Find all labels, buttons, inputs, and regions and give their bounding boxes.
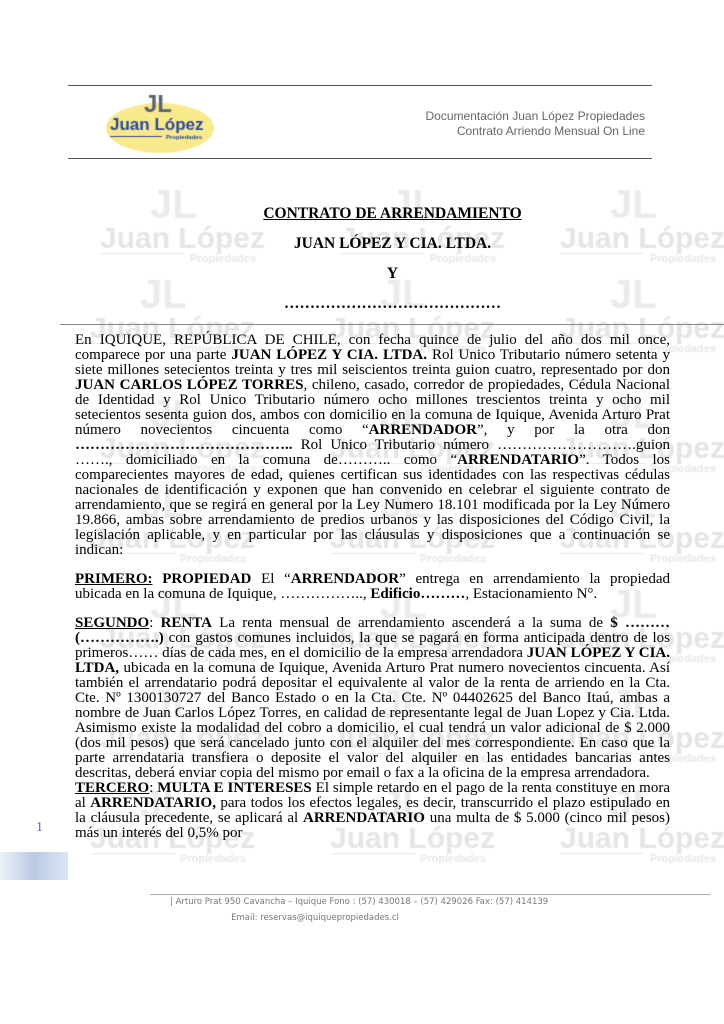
text-segment: Rol Unico Tributario número setenta y siete millones setecientos treinta y tres mil seiscientos treinta guion cuatro, representado por don	[75, 347, 670, 378]
contract-body	[75, 333, 670, 855]
text-segment: El “	[251, 571, 291, 587]
document-title: CONTRATO DE ARRENDAMIENTO	[263, 205, 522, 222]
footer-rule	[150, 894, 710, 895]
text-segment: SEGUNDO	[75, 615, 150, 631]
text-segment: con gastos comunes incluidos, la que se pagará en forma anticipada dentro de los primeros…… días de cada mes, en el domicilio de la empresa arrendadora	[75, 630, 670, 661]
text-segment: MULTA E INTERESES	[157, 780, 312, 796]
clause-paragraph	[75, 616, 670, 781]
margin-decoration	[0, 852, 68, 880]
footer-email: Email: reservas@iquiquepropiedades.cl	[231, 913, 399, 923]
text-segment: JUAN LÓPEZ Y CIA. LTDA,	[75, 645, 670, 676]
text-segment: ”, y por la otra don	[477, 422, 670, 438]
text-segment: una multa de $ 5.000 (cinco mil pesos) más un interés del 0,5% por	[75, 810, 670, 841]
text-segment: Rol Unico Tributario número ……………………….guion ……., domiciliado en la comuna de……….. como “	[75, 437, 670, 468]
header-line-1: Documentación Juan López Propiedades	[425, 109, 645, 123]
text-segment: para todos los efectos legales, es decir, transcurrido el plazo estipulado en la cláusula precedente, se aplicará al	[75, 795, 671, 826]
text-segment: , chileno, casado, corredor de propiedades, Cédula Nacional de Identidad y Rol Unico Tributario número ocho millones trescientos treinta y ocho mil setecientos sesenta guion dos, ambos con domicilio en la comuna de Iquique, Avenida Arturo Prat número novecientos cincuenta como “	[75, 377, 671, 438]
footer-address: | Arturo Prat 950 Cavancha – Iquique Fono : (57) 430018 – (57) 429026 Fax: (57) 414139	[170, 897, 549, 907]
text-segment: ” entrega en arrendamiento la propiedad ubicada en la comuna de Iquique, ……………..,	[75, 571, 670, 602]
text-segment: La renta mensual de arrendamiento ascenderá a la suma de	[211, 615, 611, 631]
text-segment: ARRENDATARIO	[457, 452, 580, 468]
text-segment: En IQUIQUE, REPÚBLICA DE CHILE, con fecha quince de julio del año dos mil once, comparece por una parte	[75, 332, 670, 363]
header-rule-bottom	[68, 158, 652, 159]
clause-paragraph	[75, 781, 670, 841]
text-segment: PRIMERO:	[75, 571, 153, 587]
text-segment: RENTA	[160, 615, 212, 631]
header-line-2: Contrato Arriendo Mensual On Line	[456, 124, 645, 138]
text-segment: ”. Todos los comparecientes mayores de edad, quienes certifican sus identidades con las respectivas cédulas nacionales de identificación y exponen que han convenido en celebrar el siguiente contrato de arrendamiento, que se regirá en general por la Ley Numero 18.101 modificada por la Ley Número 19.866, ambas sobre arrendamiento de predios urbanos y las disposiciones del Código Civil, la legislación aplicable, y en particular por las cláusulas y disposiciones que a continuación se indican:	[75, 452, 670, 558]
text-segment: ubicada en la comuna de Iquique, Avenida Arturo Prat numero novecientos cincuenta. Así también el arrendatario podrá depositar el equivalente al valor de la renta de arriendo en la Cta. Cte. Nº 1300130727 del Banco Estado o en la Cta. Cte. Nº 04402625 del Banco Itaú, ambas a nombre de Juan Carlos López Torres, en calidad de representante legal de Juan Lopez y Cia. Ltda. Asimismo existe la modalidad del cobro a domicilio, el cual tendrá un valor adicional de $ 2.000 (dos mil pesos) que será cancelado junto con el alquiler del mes correspondiente. En caso que la parte arrendataria transfiera o deposite el valor del alquiler en las entidades bancarias antes descritas, deberá enviar copia del mismo por email o fax a la oficina de la empresa arrendadora.	[75, 660, 670, 781]
conjunction: Y	[386, 265, 399, 282]
text-segment: PROPIEDAD	[162, 571, 252, 587]
text-segment: TERCERO	[75, 780, 150, 796]
text-segment: :	[149, 615, 161, 631]
text-segment: Edificio………	[370, 586, 466, 602]
text-segment: $ ………(…………….)	[75, 615, 671, 646]
text-segment: , Estacionamiento N°.	[465, 586, 598, 602]
text-segment: ARRENDATARIO,	[90, 795, 216, 811]
company-logo	[100, 88, 220, 156]
text-segment: JUAN CARLOS LÓPEZ TORRES	[75, 377, 304, 393]
document-titles	[100, 205, 685, 325]
clause-paragraph	[75, 572, 670, 602]
header-text	[426, 109, 645, 139]
margin-number: 1	[36, 820, 43, 835]
text-segment	[153, 571, 163, 587]
text-segment: :	[149, 780, 158, 796]
text-segment: JUAN LÓPEZ Y CIA. LTDA.	[231, 347, 427, 363]
text-segment: ……………………………………..	[75, 437, 293, 453]
text-segment: El simple retardo en el pago de la renta constituye en mora al	[75, 780, 670, 811]
tenant-blank: ……………………………………	[284, 295, 501, 312]
header-rule-top	[68, 85, 652, 86]
text-segment: ARRENDADOR	[368, 422, 478, 438]
clause-paragraph	[75, 333, 670, 558]
company-title: JUAN LÓPEZ Y CIA. LTDA.	[293, 235, 492, 252]
text-segment: ARRENDATARIO	[302, 810, 425, 826]
text-segment: ARRENDADOR	[290, 571, 400, 587]
